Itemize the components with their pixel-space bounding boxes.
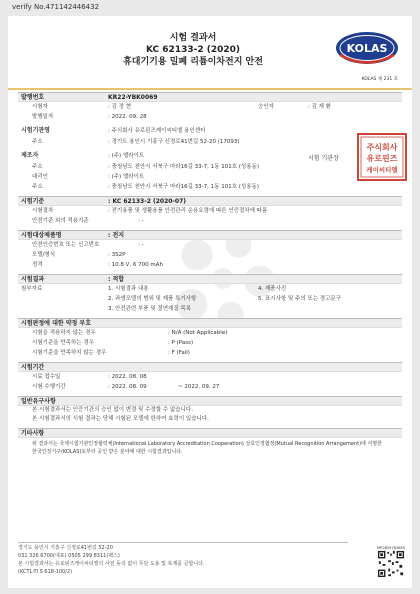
section-product [18, 230, 402, 270]
footer-divider [18, 542, 348, 543]
test-period-from: : 2022. 08. 09 [108, 384, 147, 390]
other-standard-value: : - [138, 218, 144, 224]
agent-address: : 충청남도 천안시 서북구 마라16길 33-7, 1동 101호 (성용동) [108, 184, 259, 190]
standard-head-label: 시험기준 [21, 198, 45, 205]
note-2: 본 시험결과서의 시험 결과는 당해 시험된 모델에 한하여 효력이 있습니다. [32, 416, 209, 422]
logo-text: KOLAS [346, 42, 388, 55]
qr-code-icon [376, 550, 406, 578]
result-value: : 적합 [108, 276, 125, 283]
result-head-label: 시험결과 [21, 276, 45, 283]
document-footer [18, 544, 402, 576]
agency-name: : 주식회사 유로핀즈케이씨티엘 용인센터 [108, 128, 206, 134]
product-heading [18, 230, 402, 240]
title-line-1: 시험 결과서 [169, 33, 217, 43]
agent-address-row [18, 182, 402, 192]
section-issue [18, 92, 402, 122]
footer-address: 경기도 용인시 기흥구 신정로41번길 52-20 [18, 545, 113, 551]
receipt-row [18, 372, 402, 382]
issue-date-row [18, 112, 402, 122]
attach-item-5: 5. 표시사항 및 주의 또는 경고문구 [258, 296, 342, 302]
verdict-value-na: : N/A (Not Applicable) [168, 330, 228, 336]
qr-id: MR2855765669 [377, 546, 405, 550]
attach-item-4: 4. 제품사진 [258, 286, 287, 292]
agent-row [18, 172, 402, 182]
section-verdict [18, 318, 402, 358]
agency-row [18, 125, 402, 137]
attach-row-2 [18, 294, 402, 304]
rating-label: 정격 [32, 262, 43, 268]
title-standard: KC 62133-2 (2020) [145, 45, 241, 55]
verdict-row-na [18, 328, 402, 338]
verdict-row-pass [18, 338, 402, 348]
product-name: : 전지 [108, 232, 125, 239]
verdict-row-fail [18, 348, 402, 358]
footer-form-number: (KCTL-TI S 618-100/2) [18, 569, 73, 575]
section-period [18, 362, 402, 392]
issue-date-label: 발행일자 [32, 114, 54, 120]
issue-number: KR22-YBK0069 [108, 94, 158, 101]
attach-item-3: 3. 안전관련 부품 및 절연재질 목록 [108, 306, 192, 312]
section-maker [18, 150, 402, 192]
verdict-value-pass: : P (Pass) [168, 340, 194, 346]
issue-head-label: 발행번호 [21, 94, 45, 101]
agency-address: : 경기도 용인시 기흥구 신정로41번길 52-20 (17093) [108, 139, 240, 145]
section-agency [18, 125, 402, 147]
notes-heading: 일반유구사항 [18, 396, 402, 406]
maker-address-label: 주소 [32, 164, 43, 170]
standard-heading [18, 196, 402, 206]
approver-label: 승인자 [258, 104, 274, 110]
logo-caption: KOLAS 제 231 호 [361, 77, 398, 82]
procedure-label: 시험절차 [32, 208, 54, 214]
test-period-to: ~ 2022. 09. 27 [178, 384, 220, 390]
model-value: : 3S2P [108, 252, 126, 258]
verdict-heading: 시험판정에 대한 약정 부호 [18, 318, 402, 328]
test-period-row [18, 382, 402, 392]
maker-heading: 제조자 [21, 152, 39, 159]
document-header [8, 26, 412, 84]
maker-address: : 충청남도 천안시 서북구 마라16길 33-7, 1동 101호 (성용동) [108, 164, 259, 170]
other-standard-label: 안전기준 외의 적용기준 [32, 218, 89, 224]
maker-address-row [18, 162, 402, 172]
agent-name: : (주) 엘라이트 [108, 174, 145, 180]
model-label: 모델/형식 [32, 252, 56, 258]
svg-text:주식회사: 주식회사 [366, 143, 398, 152]
official-seal [356, 132, 408, 182]
maker-name: : (주) 엘라이트 [108, 153, 145, 159]
attach-row-1 [18, 284, 402, 294]
result-heading [18, 274, 402, 284]
agency-address-label: 주소 [32, 139, 43, 145]
issue-date-value: : 2022. 09. 28 [108, 114, 147, 120]
tester-label: 시험자 [32, 104, 48, 110]
document-title [68, 32, 318, 68]
other-heading: 기타사항 [18, 428, 402, 438]
cert-number-label: 안전인증번호 또는 신고번호 [32, 242, 100, 248]
section-other [18, 428, 402, 456]
cert-number-value: : - [138, 242, 144, 248]
other-standard-row [18, 216, 402, 226]
tester-value: : 김 정 현 [108, 104, 132, 110]
receipt-label: 시료 접수일 [32, 374, 61, 380]
svg-text:유로핀즈: 유로핀즈 [366, 154, 398, 163]
section-standard [18, 196, 402, 226]
product-head-label: 시험대상제품명 [21, 232, 62, 239]
agency-heading: 시험기관명 [21, 127, 50, 134]
verify-number: verify No.471142446432 [12, 3, 100, 11]
period-heading: 시험기간 [18, 362, 402, 372]
agency-address-row [18, 137, 402, 147]
attach-row-3 [18, 304, 402, 314]
agent-address-label: 주소 [32, 184, 43, 190]
attach-item-1: 1. 시험결과 내용 [108, 286, 149, 292]
title-subject: 휴대기기용 밀폐 리튬이차전지 안전 [123, 57, 263, 67]
receipt-date: : 2022. 08. 08 [108, 374, 147, 380]
procedure-value: : 전기용품 및 생활용품 안전관리 운용요령에 따른 인증절차에 따름 [108, 208, 268, 214]
footer-phone: 031 326 6700(대표) 0505 299 8311(팩스) [18, 553, 120, 559]
svg-text:케이씨티엘: 케이씨티엘 [366, 166, 398, 174]
verdict-label-pass: 시험기준을 만족하는 경우 [32, 340, 94, 346]
footer-legal: 본 시험결과서는 유로핀즈케이씨티엘의 사전 동의 없이 무단 도용 및 복제를 금합니다. [18, 561, 205, 567]
section-result [18, 274, 402, 314]
seal-label: 시험 기관장 [308, 155, 339, 162]
verdict-label-na: 시험을 적용하지 않는 경우 [32, 330, 96, 336]
test-period-label: 시험 수행기간 [32, 384, 66, 390]
note-1: 본 시험결과서는 인증기관의 승인 없이 변경 및 수정할 수 없습니다. [32, 407, 193, 413]
standard-value: : KC 62133-2 (2020-07) [108, 198, 187, 205]
qr-code [376, 546, 406, 580]
kolas-logo [334, 28, 400, 78]
model-row [18, 250, 402, 260]
maker-row [18, 150, 402, 162]
attach-label: 첨부자료 [21, 286, 43, 292]
certificate-body [18, 92, 402, 456]
section-notes [18, 396, 402, 424]
cert-number-row [18, 240, 402, 250]
approver-value: : 김 재 환 [308, 104, 332, 110]
agent-label: 대리인 [32, 174, 48, 180]
verdict-label-fail: 시험기준을 만족하지 않는 경우 [32, 350, 107, 356]
tester-row [18, 102, 402, 112]
procedure-row [18, 206, 402, 216]
issue-number-heading [18, 92, 402, 102]
verdict-value-fail: : F (Fail) [168, 350, 190, 356]
header-divider [8, 88, 412, 90]
attach-item-2: 2. 과생모델의 범위 및 제품 특기사항 [108, 296, 197, 302]
rating-row [18, 260, 402, 270]
certificate-page [8, 16, 412, 588]
other-text: 위 결과서는 국제시험기관인정협력체(International Laboratory Accreditation Cooperation) 상호인정협정(Mutual Recognition Arrangement)에 서명한 한국인정기구(KOLAS)로부터 공인 받은 분야에 대한 시험결과입니다. [32, 441, 382, 455]
rating-value: : 10.8 V, 6 700 mAh [108, 262, 163, 268]
